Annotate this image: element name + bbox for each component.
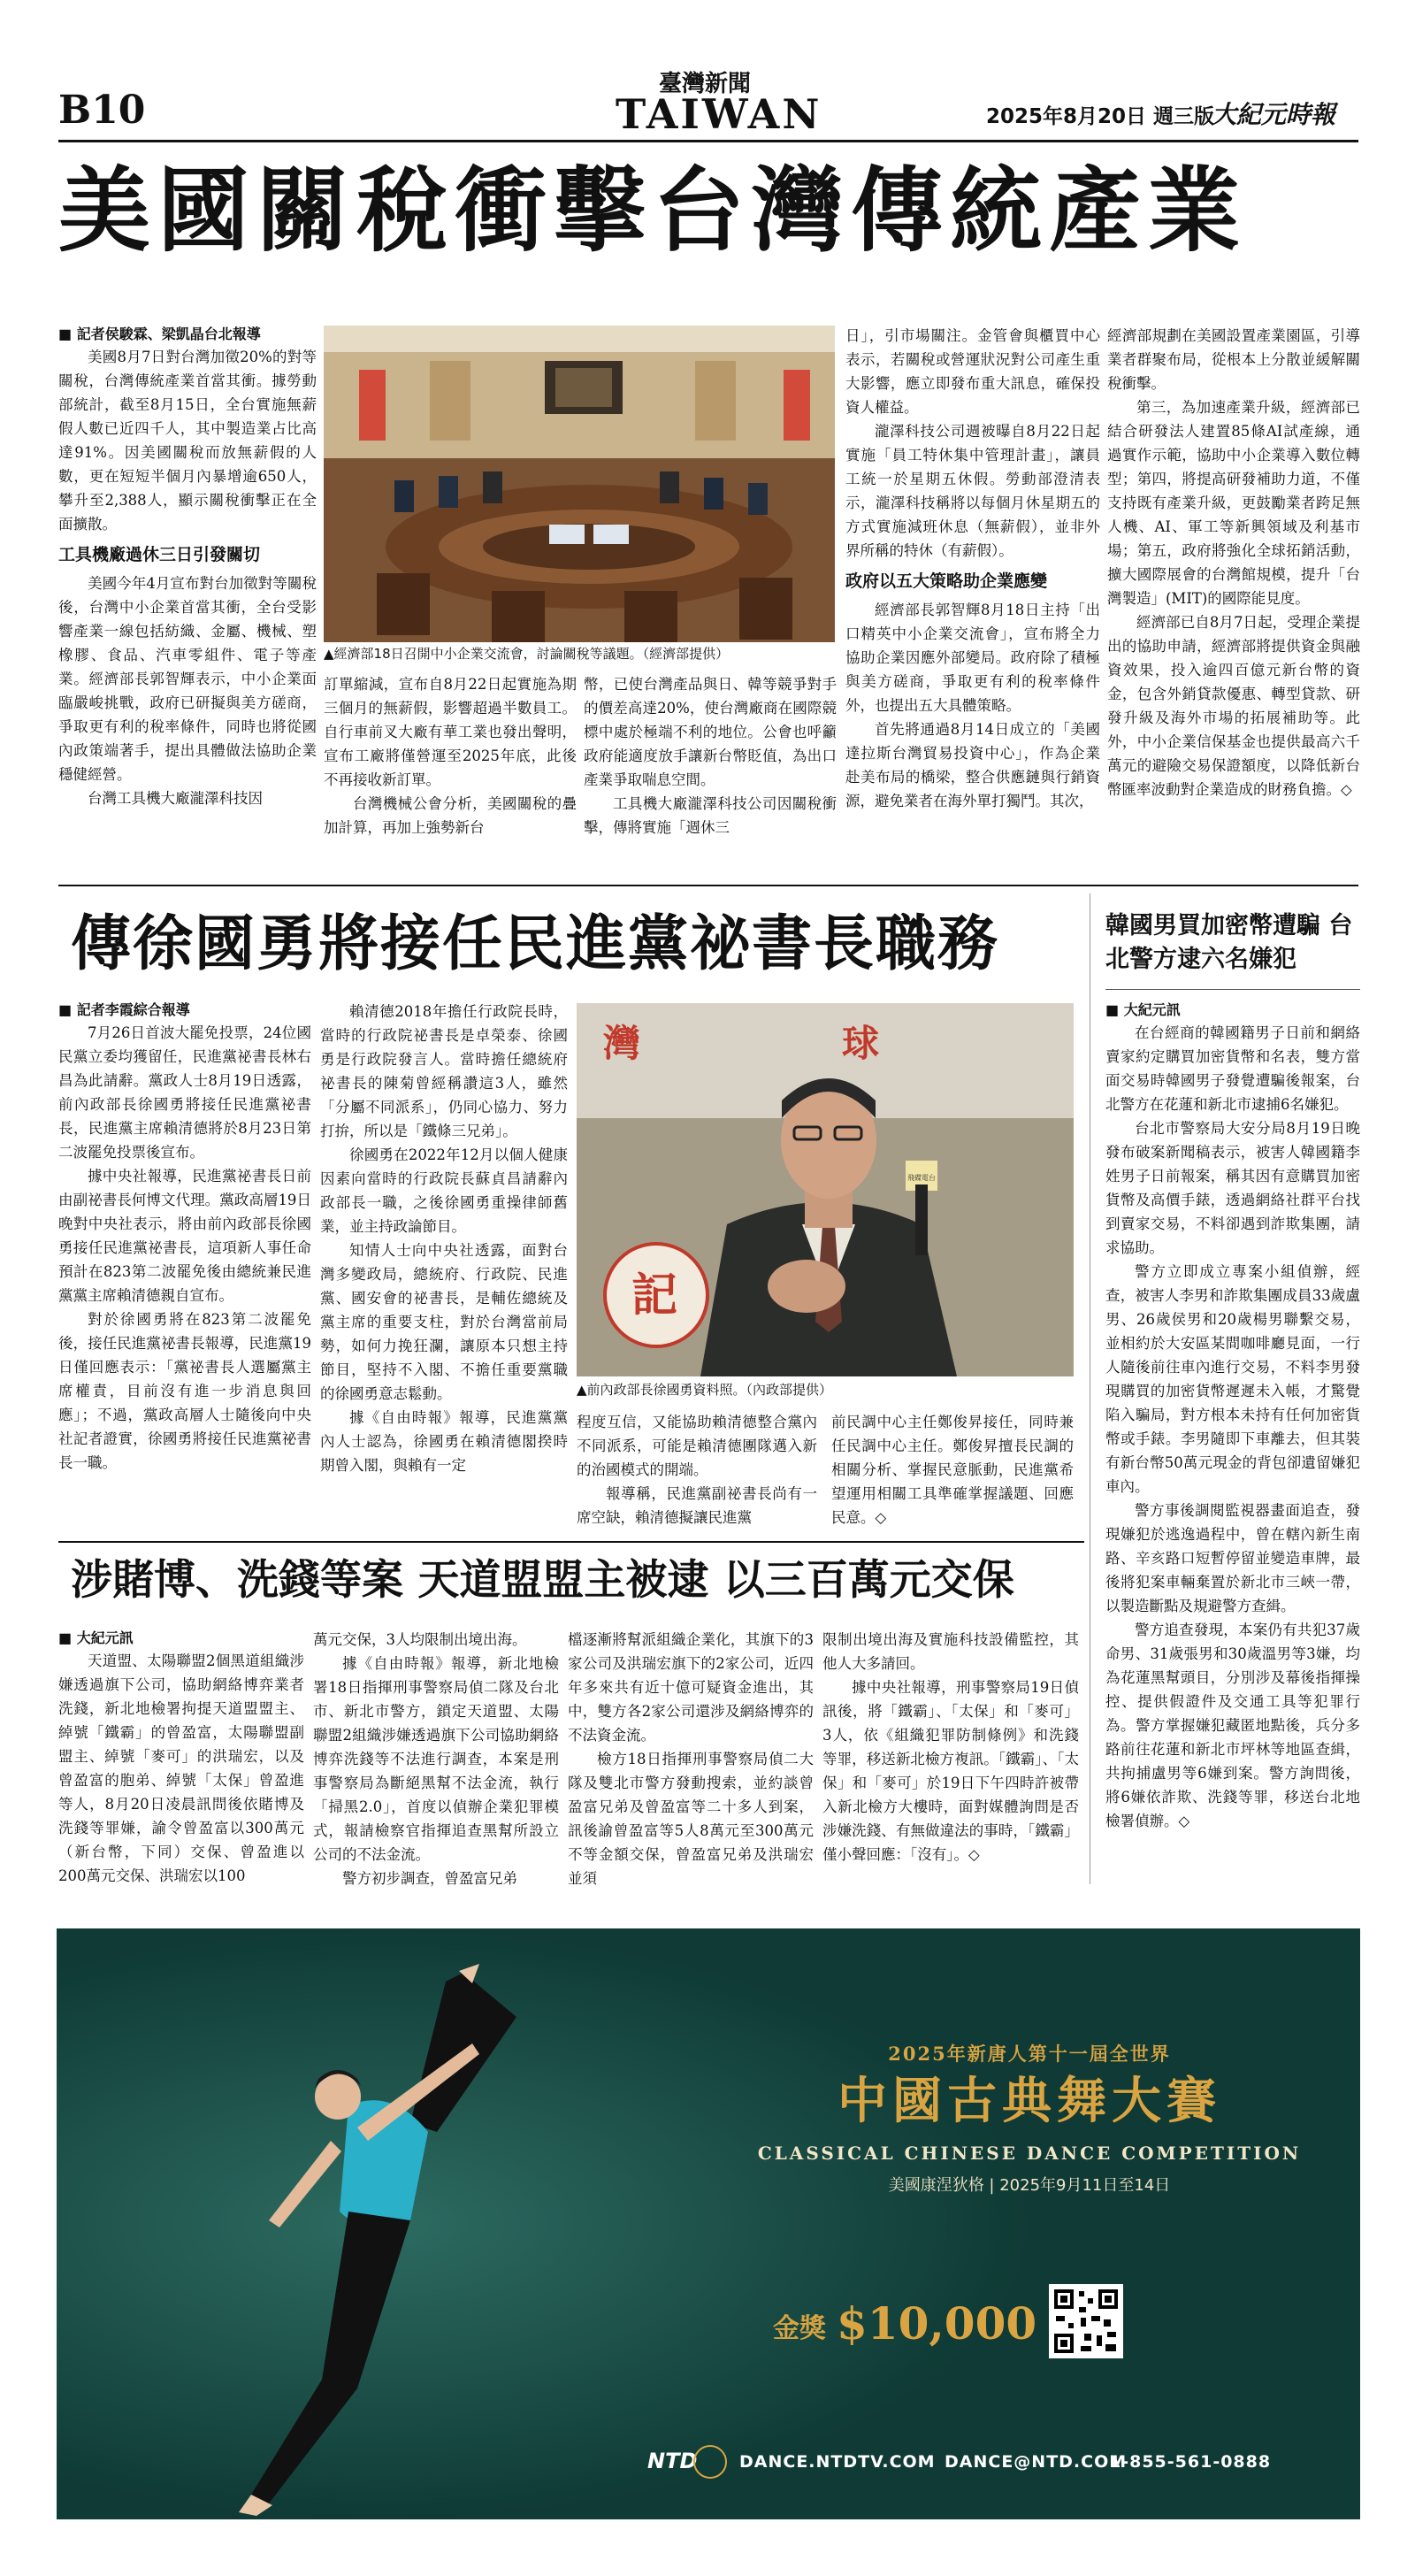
article1-paragraph: 工具機大廠瀧澤科技公司因關稅衝擊，傳將實施「週休三 [584,795,837,836]
article1-paragraph: 台灣工具機大廠瀧澤科技因 [88,790,263,807]
article3-byline: ■ 大紀元訊 [1105,1001,1181,1018]
qr-pattern [1049,2284,1123,2358]
dancer-illustration [57,1928,1360,2519]
article1-col2 [324,672,577,876]
article2-paragraph: 徐國勇在2022年12月以個人健康因素向當時的行政院長蘇貞昌請辭內政部長一職，之後徐國勇重操律師舊業，並主持政論節目。 [320,1146,568,1235]
article1-photo-meeting [324,326,835,642]
speaker-illustration [577,1003,1074,1376]
article3-paragraph: 警方事後調閱監視器畫面追查，發現嫌犯於逃逸過程中，曾在轄內新生南路、辛亥路口短暫停留並變造車牌，最後將犯案車輛棄置於新北市三峽一帶，以製造斷點及規避警方查緝。 [1105,1502,1360,1614]
qr-code-icon[interactable] [1049,2284,1123,2358]
article1-col4 [845,324,1100,876]
page-number: B10 [58,88,146,133]
ntd-logo: NTD [647,2449,698,2473]
article4-col3 [568,1628,814,1893]
issue-date: 2025年8月20日 週三版 [986,105,1215,128]
article2-byline: ■ 記者李霞綜合報導 [58,1001,190,1018]
article2-paragraph: 賴清德2018年擔任行政院長時，當時的行政院祕書長是卓榮泰、徐國勇是行政院發言人。當時擔任總統府祕書長的陳菊曾經稱讚這3人，雖然「分屬不同派系」，仍同心協力、努力打拚，所以是「鐵條三兄弟」。 [320,1003,568,1139]
ad-subtitle: 2025年新唐人第十一屆全世界 [888,2043,1171,2065]
emblem-icon [693,2445,727,2479]
ad-title: 中國古典舞大賽 [838,2072,1221,2130]
article4-headline: 涉賭博、洗錢等案 天道盟盟主被逮 以三百萬元交保 [71,1556,1014,1605]
article2-photo-caption: ▲前內政部長徐國勇資料照。（內政部提供） [577,1382,833,1398]
headline-rule [1105,989,1360,990]
article4-paragraph: 據《自由時報》報導，新北地檢署18日指揮刑事警察局偵二隊及台北市、新北市警方，鎖定天道盟、太陽聯盟2組織涉嫌透過旗下公司協助網絡博弈洗錢等不法進行調查，本案是刑事警察局為斷絕黑幫不法金流，執行「掃黑2.0」，首度以偵辦企業犯罪模式，報請檢察官指揮追查黑幫所設立公司的不法金流。 [313,1655,559,1863]
article1-paragraph: 美國8月7日對台灣加徵20%的對等關稅，台灣傳統產業首當其衝。據勞動部統計，截至8月15日，全台實施無薪假人數已近四千人，其中製造業占比高達91%。因美國關稅而放無薪假的人數，更在短短半個月內暴增逾650人，攀升至2,388人，顯示關稅衝擊正在全面擴散。 [58,349,317,533]
masthead-rule [58,140,1358,142]
dance-competition-ad[interactable] [57,1928,1360,2519]
meeting-room-illustration [324,326,835,642]
article1-byline: ■ 記者侯駿霖、梁凱晶台北報導 [58,326,261,342]
ad-phone[interactable]: 1-855-561-0888 [1109,2452,1272,2472]
article4-col2 [313,1628,559,1893]
article4-col4 [822,1628,1079,1893]
article4-paragraph: 限制出境出海及實施科技設備監控，其他人大多請回。 [822,1631,1079,1672]
article1-col5 [1107,324,1360,876]
article4-paragraph: 萬元交保，3人均限制出境出海。 [313,1631,527,1648]
article1-paragraph: 經濟部已自8月7日起，受理企業提出的協助申請，經濟部將提供資金與融資效果，投入逾四百億元新台幣的資金，包含外銷貸款優惠、轉型貸款、研發升級及海外市場的拓展補助等。此外，中小企業信保基金也提供最高六千萬元的避險交易保證額度，以降低新台幣匯率波動對企業造成的財務負擔。◇ [1107,614,1360,798]
ad-prize-amount: $10,000 [837,2297,1037,2350]
article1-photo-caption: ▲經濟部18日召開中小企業交流會，討論關稅等議題。（經濟部提供） [324,646,730,662]
article3-paragraph: 警方立即成立專案小組偵辦，經查，被害人李男和詐欺集團成員33歲盧男、26歲侯男和20歲楊男聯繫交易，並相約於大安區某間咖啡廳見面，一行人隨後前往車內進行交易，不料李男發現購買的加密貨幣遲遲未入帳，才驚覺陷入騙局，對方根本未持有任何加密貨幣或手錶。李男隨即下車離去，但其裝有新台幣50萬元現金的背包卻遺留嫌犯車內。 [1105,1263,1360,1495]
article1-paragraph: 經濟部規劃在美國設置產業園區，引導業者群聚布局，從根本上分散並緩解關稅衝擊。 [1107,327,1360,392]
section-divider [58,885,1358,886]
article2-headline: 傳徐國勇將接任民進黨祕書長職務 [71,908,1000,979]
ad-prize-label: 金獎 [773,2313,826,2344]
article1-paragraph: 日」，引市場關注。金管會與櫃買中心表示，若關稅或營運狀況對公司產生重大影響，應立即發布重大訊息，確保投資人權益。 [845,327,1100,416]
article2-paragraph: 對於徐國勇將在823第二波罷免後，接任民進黨祕書長報導，民進黨19日僅回應表示：「黨祕書長人選屬黨主席權責，目前沒有進一步消息與回應」；不過，黨政高層人士隨後向中央社記者證實，徐國勇將接任民進黨祕書長一職。 [58,1311,311,1471]
article1-paragraph: 幣，已使台灣產品與日、韓等競爭對手的價差高達20%，使台灣廠商在國際競標中處於極端不利的地位。公會也呼籲政府能適度放手讓新台幣貶值，為出口產業爭取喘息空間。 [584,676,837,788]
ad-venue-date: 美國康涅狄格 | 2025年9月11日至14日 [888,2176,1171,2195]
article3-body [1105,1000,1360,1884]
article2-paragraph: 前民調中心主任鄭俊昇接任，同時兼任民調中心主任。鄭俊昇擅長民調的相關分析、掌握民意脈動，民進黨希望運用相關工具準確掌握議題、回應民意。◇ [831,1414,1074,1526]
article1-subhead-2: 政府以五大策略助企業應變 [845,571,1048,591]
section-divider [58,1541,1084,1543]
article4-paragraph: 據中央社報導，刑事警察局19日偵訊後，將「鐵霸」、「太保」和「麥可」3人，依《組織犯罪防制條例》和洗錢等罪，移送新北檢方複訊。「鐵霸」、「太保」和「麥可」於19日下午四時許被帶入新北檢方大樓時，面對媒體詢問是否涉嫌洗錢、有無做違法的事時，「鐵霸」僅小聲回應：「沒有」。◇ [822,1679,1079,1863]
ad-email[interactable]: DANCE@NTD.COM [945,2452,1128,2472]
section-title-en: TAIWAN [616,90,822,138]
article3-headline: 韓國男買加密幣遭騙 台北警方逮六名嫌犯 [1105,912,1353,973]
article2-paragraph: 知情人士向中央社透露，面對台灣多變政局，總統府、行政院、民進黨、國安會的祕書長，是輔佐總統及黨主席的重要支柱，對於台灣當前局勢，如何力挽狂瀾，讓原本只想主持節目，堅持不入閣、不擔任重要黨職的徐國勇意志鬆動。 [320,1242,568,1402]
article1-col3 [584,672,837,876]
article2-paragraph: 7月26日首波大罷免投票，24位國民黨立委均獲留任，民進黨祕書長林右昌為此請辭。黨政人士8月19日透露，前內政部長徐國勇將接任民進黨祕書長，民進黨主席賴清德將於8月23日第二波罷免投票後宣布。 [58,1024,311,1161]
article1-paragraph: 訂單縮減，宣布自8月22日起實施為期三個月的無薪假，影響超過半數員工。自行車前叉大廠有華工業也發出聲明，宣布工廠將僅營運至2025年底，此後不再接收新訂單。 [324,676,577,788]
article2-col3 [577,1410,817,1534]
article2-paragraph: 據《自由時報》報導，民進黨黨內人士認為，徐國勇在賴清德閣揆時期曾入閣，與賴有一定 [320,1409,568,1474]
backdrop-char: 記 [631,1269,678,1322]
article2-paragraph: 報導稱，民進黨副祕書長尚有一席空缺，賴清德擬讓民進黨 [577,1485,817,1526]
article4-col1 [58,1628,304,1893]
paper-name: 大紀元時報 [1212,100,1336,129]
article2-paragraph: 程度互信，又能協助賴清德整合黨內不同派系，可能是賴清德團隊邁入新的治國模式的開端。 [577,1414,817,1478]
article1-paragraph: 第三，為加速產業升級，經濟部已結合研發法人建置85條AI試產線，通過實作示範，協助中小企業導入數位轉型；第四，將提高研發補助力道，不僅支持既有產業升級，更鼓勵業者跨足無人機、AI、軍工等新興領域及利基市場；第五，政府將強化全球拓銷活動，擴大國際展會的台灣館規模，提升「台灣製造」(MIT)的國際能見度。 [1107,399,1360,607]
article3-paragraph: 在台經商的韓國籍男子日前和網絡賣家約定購買加密貨幣和名表，雙方當面交易時韓國男子發覺遭騙後報案，台北警方在花蓮和新北市逮捕6名嫌犯。 [1105,1024,1360,1113]
article1-paragraph: 瀧澤科技公司週被曝自8月22日起實施「員工特休集中管理計畫」，讓員工統一於星期五休假。勞動部澄清表示，瀧澤科技稱將以每個月休星期五的方式實施減班休息（無薪假），並非外界所稱的特休（有薪假）。 [845,423,1100,559]
article4-byline: ■ 大紀元訊 [58,1629,134,1646]
article1-headline: 美國關稅衝擊台灣傳統產業 [58,156,1248,264]
article2-col1 [58,1000,311,1530]
article1-paragraph: 美國今年4月宣布對台加徵對等關稅後，台灣中小企業首當其衝，全台受影響產業一線包括紡織、金屬、機械、塑橡膠、食品、汽車零組件、電子等產業。經濟部長郭智輝表示，中小企業面臨嚴峻挑戰，政府已研擬與美方磋商，爭取更有利的稅率條件，同時也將從國內政策端著手，提出具體做法協助企業穩健經營。 [58,575,317,783]
section-title-cn: 臺灣新聞 [659,71,752,97]
article4-paragraph: 檢方18日指揮刑事警察局偵二大隊及雙北市警方發動搜索，並約談曾盈富兄弟及曾盈富等二十多人到案，訊後諭曾盈富等5人8萬元至300萬元不等金額交保，曾盈富兄弟及洪瑞宏並須 [568,1751,814,1887]
article4-paragraph: 警方初步調查，曾盈富兄弟 [342,1870,517,1887]
article1-paragraph: 經濟部長郭智輝8月18日主持「出口精英中小企業交流會」，宣布將全力協助企業因應外部變局。政府除了積極與美方磋商，爭取更有利的稅率條件外，也提出五大具體策略。 [845,602,1100,714]
article2-photo-portrait [577,1003,1074,1376]
article1-paragraph: 首先將通過8月14日成立的「美國達拉斯台灣貿易投資中心」，作為企業赴美布局的橋梁，整合供應鏈與行銷資源，避免業者在海外單打獨鬥。其次， [845,721,1100,809]
article3-paragraph: 警方追查發現，本案仍有共犯37歲命男、31歲張男和30歲溫男等3嫌，均為花蓮黑幫頭目，分別涉及幕後指揮操控、提供假證件及交通工具等犯罪行為。警方掌握嫌犯藏匿地點後，兵分多路前往花蓮和新北市坪林等地區查緝，共拘捕盧男等6嫌到案。警方詢問後，將6嫌依詐欺、洗錢等罪，移送台北地檢署偵辦。◇ [1105,1622,1360,1829]
article1-subhead-1: 工具機廠過休三日引發關切 [58,545,261,564]
mic-label: 飛碟電台 [907,1174,936,1182]
article1-col1 [58,324,317,872]
article2-col2 [320,1000,568,1530]
article2-col4 [831,1410,1074,1534]
ad-website[interactable]: DANCE.NTDTV.COM [739,2452,936,2472]
article1-paragraph: 台灣機械公會分析，美國關稅的疊加計算，再加上強勢新台 [324,795,577,836]
article3-paragraph: 台北市警察局大安分局8月19日晚發布破案新聞稿表示，被害人韓國籍李姓男子日前報案，稱其因有意購買加密貨幣及高價手錶，透過網絡社群平台找到賣家交易，不料卻遇到詐欺集團，請求協助。 [1105,1120,1360,1256]
backdrop-char: 灣 [603,1022,641,1065]
backdrop-char: 球 [842,1022,880,1065]
article2-paragraph: 據中央社報導，民進黨祕書長日前由副祕書長何博文代理。黨政高層19日晚對中央社表示，將由前內政部長徐國勇接任民進黨祕書長，這項新人事任命預計在823第二波罷免後由總統兼民進黨黨主席賴清德親自宣布。 [58,1168,311,1304]
article4-paragraph: 天道盟、太陽聯盟2個黑道組織涉嫌透過旗下公司，協助網絡博弈業者洗錢，新北地檢署拘提天道盟盟主、綽號「鐵霸」的曾盈富，太陽聯盟副盟主、綽號「麥可」的洪瑞宏，以及曾盈富的胞弟、綽號「太保」曾盈進等人，8月20日凌晨訊問後依賭博及洗錢等罪嫌，諭令曾盈富以300萬元（新台幣，下同）交保、曾盈進以200萬元交保、洪瑞宏以100 [58,1652,304,1884]
ad-english-title: CLASSICAL CHINESE DANCE COMPETITION [757,2143,1302,2164]
article4-paragraph: 檔逐漸將幫派組織企業化，其旗下的3家公司及洪瑞宏旗下的2家公司，近四年多來共有近十億可疑資金進出，其中，雙方各2家公司還涉及網絡博弈的不法資金流。 [568,1631,814,1744]
